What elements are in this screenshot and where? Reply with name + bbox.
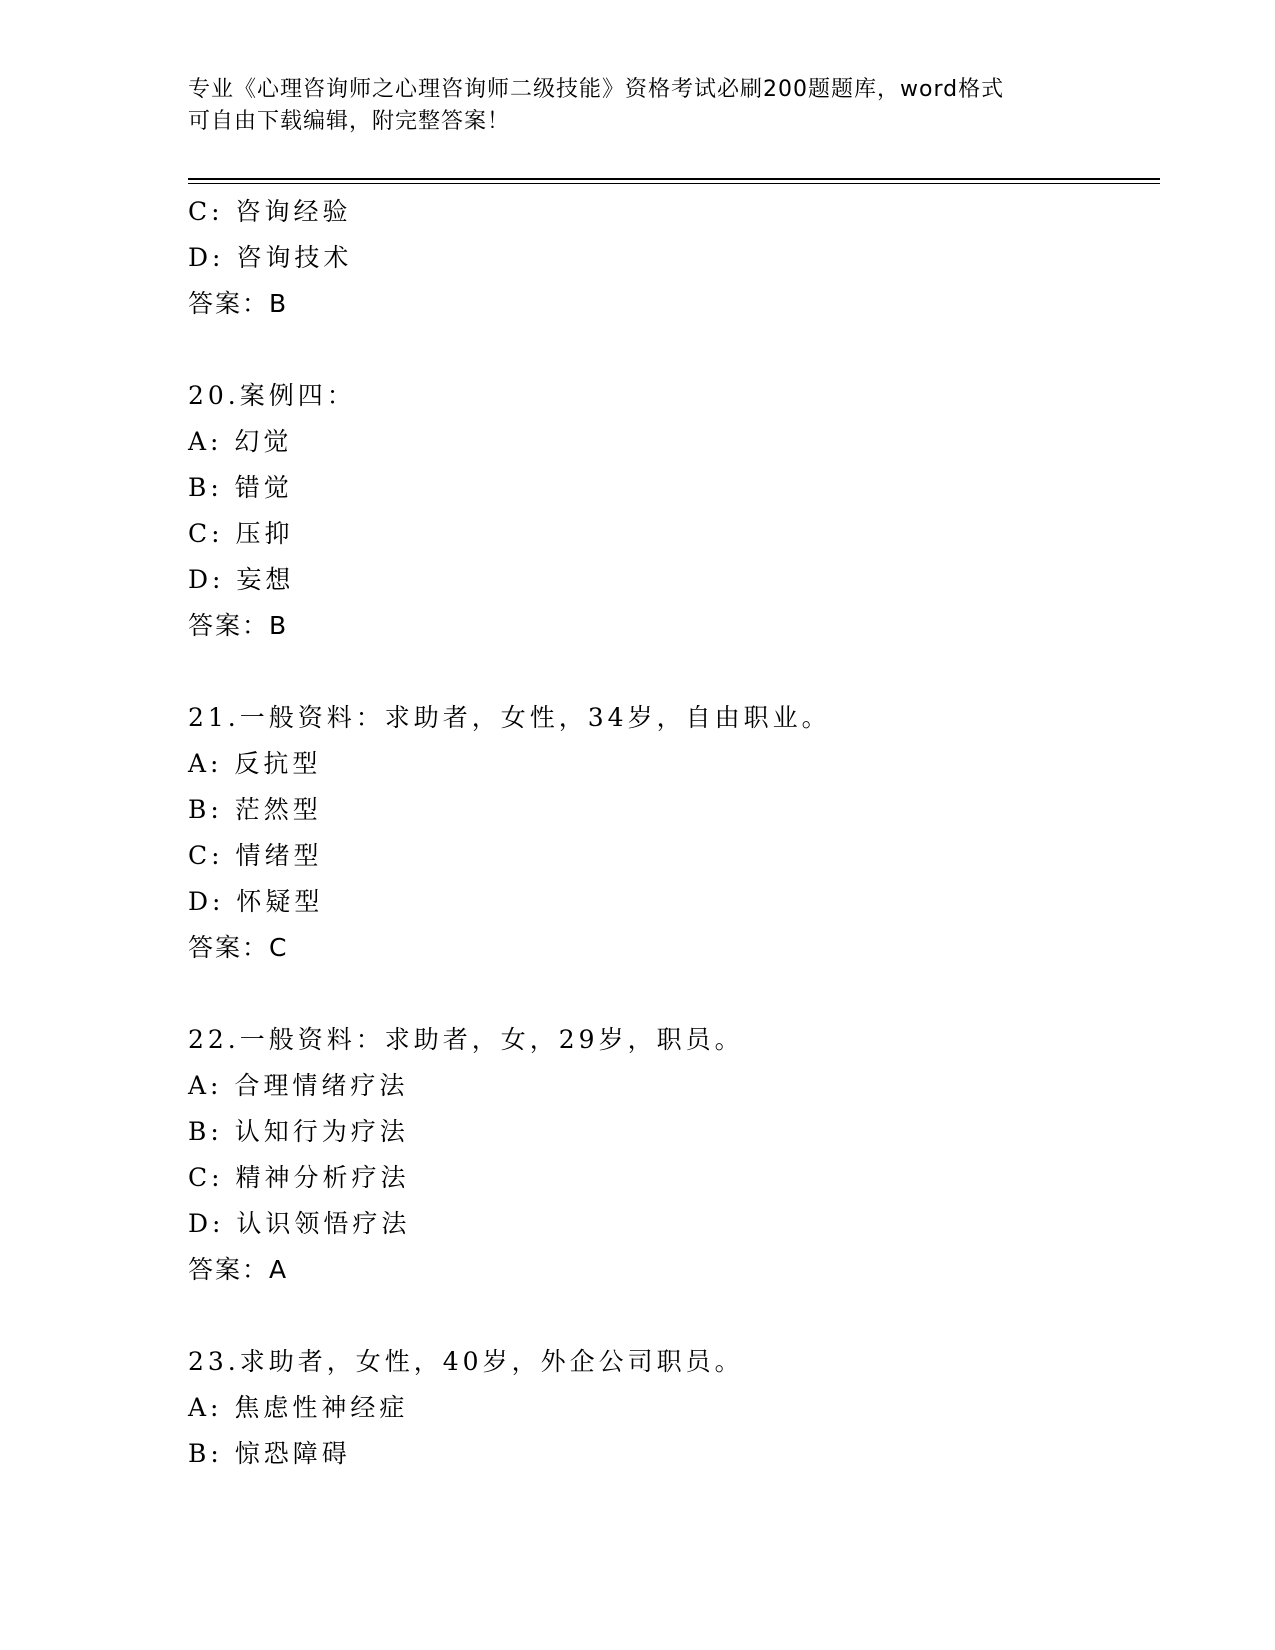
option-d: D: 怀疑型 — [188, 887, 324, 916]
document-header — [188, 74, 1088, 138]
option-a: A: 焦虑性神经症 — [188, 1393, 409, 1422]
question-23 — [188, 1339, 1148, 1477]
spacer — [188, 649, 1148, 695]
answer: 答案：B — [188, 289, 289, 318]
question-21 — [188, 695, 1148, 971]
answer: 答案：B — [188, 611, 289, 640]
option-c: C: 压抑 — [188, 519, 294, 548]
question-stem: 22.一般资料：求助者，女，29岁，职员。 — [188, 1025, 744, 1054]
question-fragment — [188, 189, 1148, 327]
option-c: C: 精神分析疗法 — [188, 1163, 410, 1192]
answer: 答案：A — [188, 1255, 289, 1284]
option-c: C: 情绪型 — [188, 841, 323, 870]
header-line-2: 可自由下载编辑，附完整答案！ — [188, 109, 511, 134]
option-b: B: 错觉 — [188, 473, 293, 502]
answer: 答案：C — [188, 933, 289, 962]
spacer — [188, 1293, 1148, 1339]
option-a: A: 合理情绪疗法 — [188, 1071, 409, 1100]
spacer — [188, 327, 1148, 373]
question-stem: 20.案例四： — [188, 381, 356, 410]
question-20 — [188, 373, 1148, 649]
spacer — [188, 971, 1148, 1017]
question-22 — [188, 1017, 1148, 1293]
option-d: D: 咨询技术 — [188, 243, 353, 272]
option-a: A: 反抗型 — [188, 749, 322, 778]
header-line-1: 专业《心理咨询师之心理咨询师二级技能》资格考试必刷200题题库，word格式 — [188, 77, 1005, 102]
question-stem: 23.求助者，女性，40岁，外企公司职员。 — [188, 1347, 744, 1376]
header-rule-thin — [188, 183, 1160, 184]
option-b: B: 认知行为疗法 — [188, 1117, 409, 1146]
question-list — [188, 189, 1148, 1477]
header-rule — [188, 178, 1160, 180]
option-b: B: 惊恐障碍 — [188, 1439, 351, 1468]
option-d: D: 妄想 — [188, 565, 295, 594]
option-c: C: 咨询经验 — [188, 197, 352, 226]
option-d: D: 认识领悟疗法 — [188, 1209, 411, 1238]
option-a: A: 幻觉 — [188, 427, 293, 456]
option-b: B: 茫然型 — [188, 795, 322, 824]
question-stem: 21.一般资料：求助者，女性，34岁，自由职业。 — [188, 703, 831, 732]
